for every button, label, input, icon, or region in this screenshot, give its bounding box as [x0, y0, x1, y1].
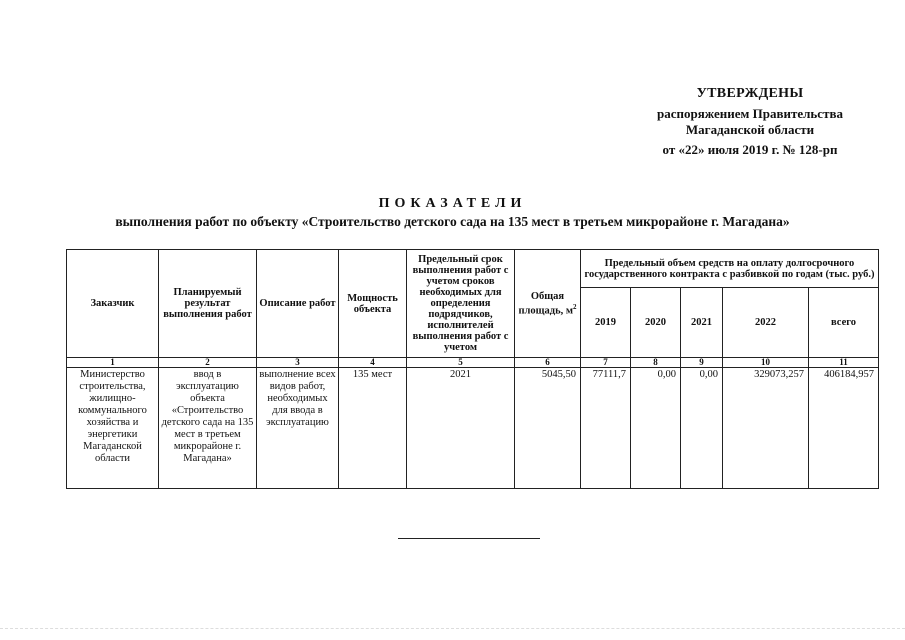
column-number: 9	[681, 358, 723, 368]
cell-2021: 0,00	[681, 368, 723, 489]
header-area-text: Общая площадь, м	[518, 290, 574, 317]
column-number: 8	[631, 358, 681, 368]
approval-line-2: Магаданской области	[685, 122, 815, 137]
cell-total: 406184,957	[809, 368, 879, 489]
header-2021: 2021	[681, 288, 723, 358]
column-number: 10	[723, 358, 809, 368]
approval-line-1: распоряжением Правительства	[657, 106, 843, 121]
column-numbers-row	[67, 358, 879, 368]
document-title: ПОКАЗАТЕЛИ	[378, 196, 527, 211]
approval-block	[600, 86, 900, 158]
cell-customer: Министерство строительства, жилищно-коммунального хозяйства и энергетики Магаданской области	[67, 368, 159, 489]
header-total: всего	[809, 288, 879, 358]
column-number: 3	[257, 358, 339, 368]
column-number: 2	[159, 358, 257, 368]
header-result: Планируемый результат выполнения работ	[159, 250, 257, 358]
approval-heading: УТВЕРЖДЕНЫ	[696, 86, 804, 101]
cell-description: выполнение всех видов работ, необходимых для ввода в эксплуатацию	[257, 368, 339, 489]
cell-2019: 77111,7	[581, 368, 631, 489]
column-number: 7	[581, 358, 631, 368]
header-capacity: Мощность объекта	[339, 250, 407, 358]
cell-result: ввод в эксплуатацию объекта «Строительство детского сада на 135 мест в третьем микрорайоне г. Магадана»	[159, 368, 257, 489]
header-2020: 2020	[631, 288, 681, 358]
column-number: 4	[339, 358, 407, 368]
header-customer: Заказчик	[67, 250, 159, 358]
header-area-sup: 2	[573, 302, 577, 311]
cell-area: 5045,50	[515, 368, 581, 489]
approval-line-3: от «22» июля 2019 г. № 128-рп	[662, 142, 838, 157]
header-area	[515, 250, 581, 358]
header-2019: 2019	[581, 288, 631, 358]
header-deadline: Предельный срок выполнения работ с учетом сроков необходимых для определения подрядчиков, исполнителей выполнения работ с учетом	[407, 250, 515, 358]
column-number: 1	[67, 358, 159, 368]
header-2022: 2022	[723, 288, 809, 358]
scan-edge-divider	[0, 628, 905, 629]
document-subtitle: выполнения работ по объекту «Строительство детского сада на 135 мест в третьем микрорайоне г. Магадана»	[115, 214, 790, 229]
closing-line	[398, 538, 540, 539]
table-row	[67, 368, 879, 489]
cell-capacity: 135 мест	[339, 368, 407, 489]
cell-2022: 329073,257	[723, 368, 809, 489]
header-funding: Предельный объем средств на оплату долгосрочного государственного контракта с разбивкой по годам (тыс. руб.)	[581, 250, 879, 288]
column-number: 11	[809, 358, 879, 368]
indicators-table	[66, 249, 879, 489]
cell-2020: 0,00	[631, 368, 681, 489]
column-number: 6	[515, 358, 581, 368]
header-description: Описание работ	[257, 250, 339, 358]
column-number: 5	[407, 358, 515, 368]
cell-deadline: 2021	[407, 368, 515, 489]
